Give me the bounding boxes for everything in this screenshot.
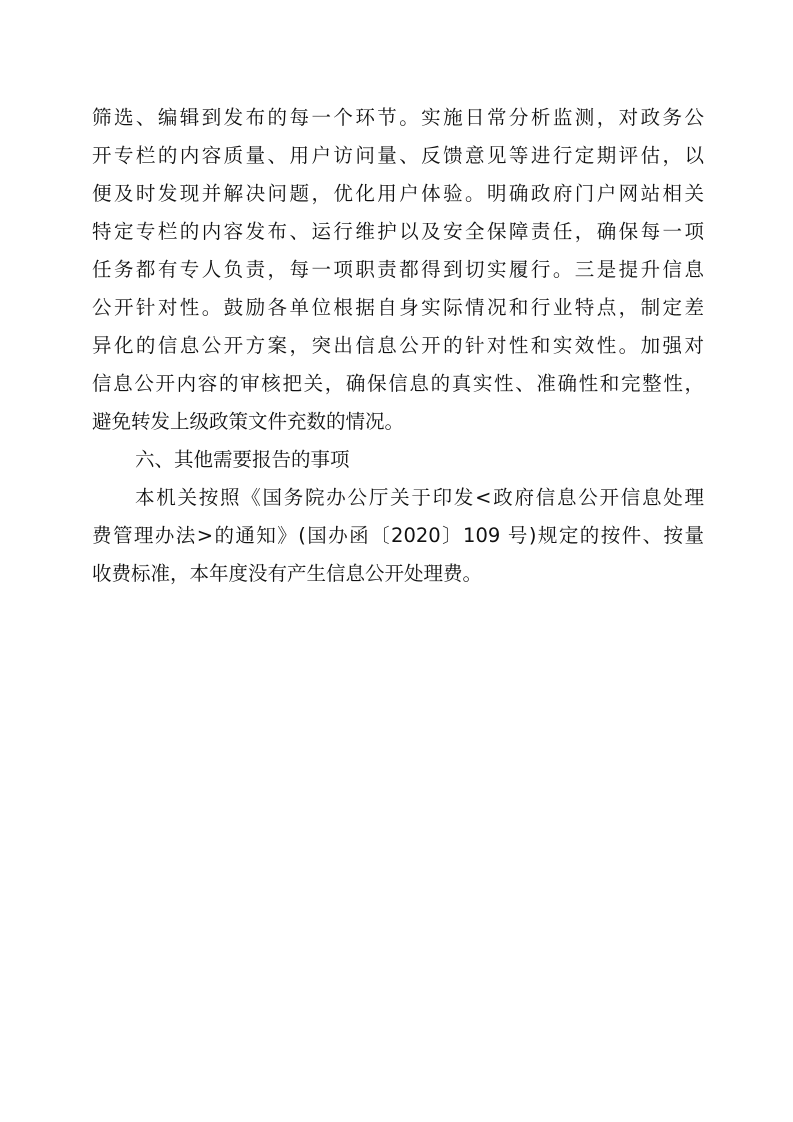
body-text-line: 便及时发现并解决问题，优化用户体验。明确政府门户网站相关 [92, 182, 704, 205]
body-text-line: 收费标准，本年度没有产生信息公开处理费。 [92, 562, 483, 585]
body-text-line: 避免转发上级政策文件充数的情况。 [92, 410, 405, 433]
body-text-line: 特定专栏的内容发布、运行维护以及安全保障责任，确保每一项 [92, 220, 704, 243]
body-text-line: 本机关按照《国务院办公厅关于印发<政府信息公开信息处理 [135, 486, 704, 509]
body-text-line: 异化的信息公开方案，突出信息公开的针对性和实效性。加强对 [92, 334, 704, 357]
body-text-line: 筛选、编辑到发布的每一个环节。实施日常分析监测，对政务公 [92, 106, 704, 129]
body-text-line: 信息公开内容的审核把关，确保信息的真实性、准确性和完整性， [92, 372, 704, 395]
body-text-line: 任务都有专人负责，每一项职责都得到切实履行。三是提升信息 [92, 258, 704, 281]
body-text-line: 费管理办法>的通知》(国办函〔2020〕109 号)规定的按件、按量 [92, 524, 704, 547]
body-text-line: 公开针对性。鼓励各单位根据自身实际情况和行业特点，制定差 [92, 296, 704, 319]
body-text-line: 开专栏的内容质量、用户访问量、反馈意见等进行定期评估，以 [92, 144, 704, 167]
section-heading: 六、其他需要报告的事项 [135, 448, 350, 471]
